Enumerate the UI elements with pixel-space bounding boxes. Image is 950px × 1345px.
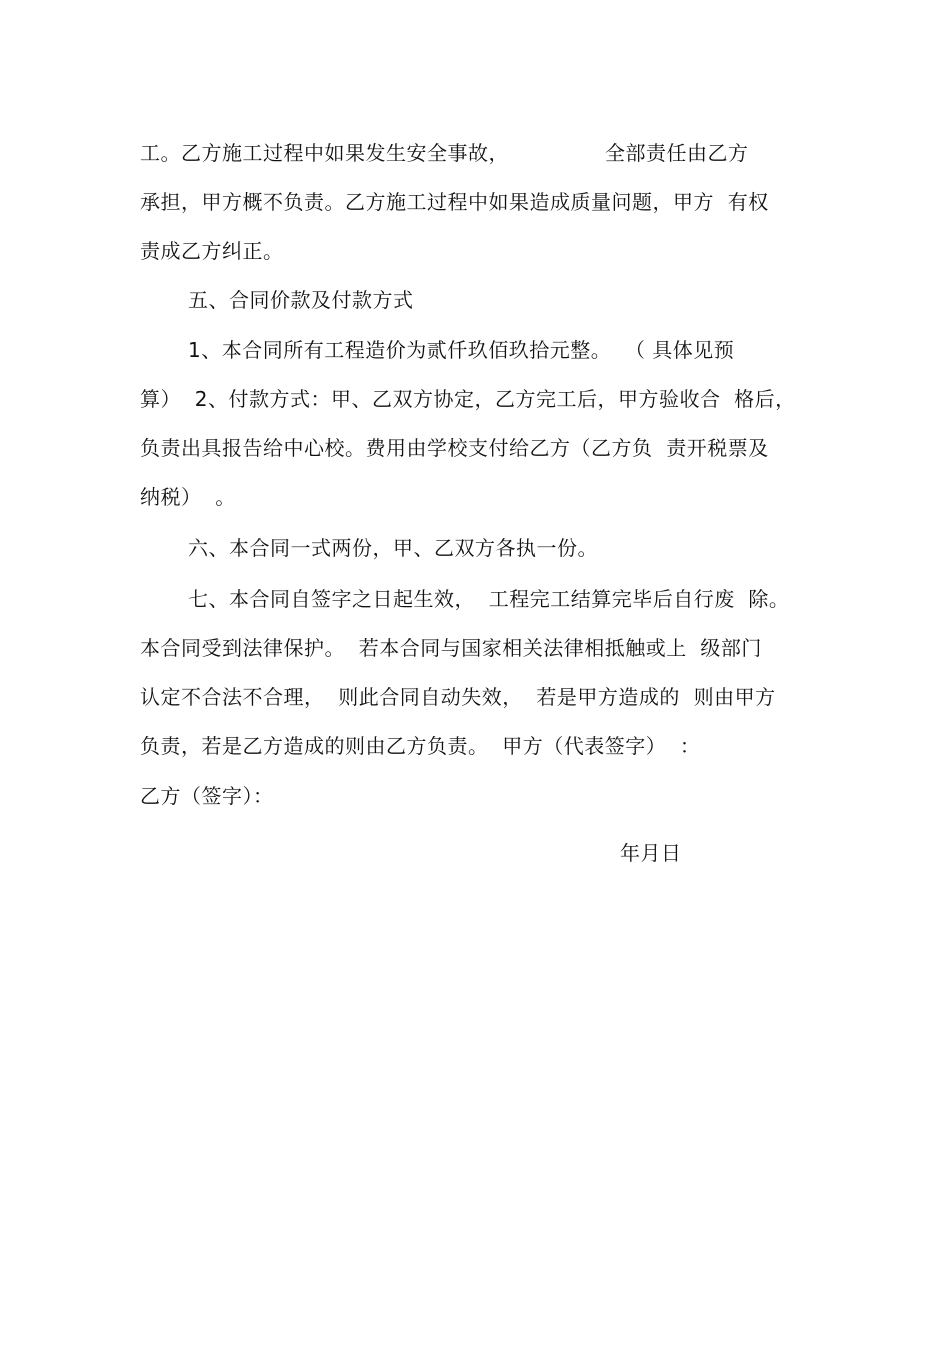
text-line: 承担，甲方概不负责。乙方施工过程中如果造成质量问题，甲方 有权 bbox=[140, 190, 769, 214]
text-line: 1、本合同所有工程造价为贰仟玖佰玖拾元整。 （ 具体见预 bbox=[188, 338, 735, 362]
signature-line: 乙方（签字）： bbox=[140, 784, 274, 808]
text-line: 负责，若是乙方造成的则由乙方负责。 甲方（代表签字） ： bbox=[140, 734, 701, 758]
section-heading: 七、本合同自签字之日起生效， 工程完工结算完毕后自行废 除。 bbox=[188, 587, 790, 611]
text-line: 负责出具报告给中心校。费用由学校支付给乙方（乙方负 责开税票及 bbox=[140, 436, 769, 460]
text-line: 纳税） 。 bbox=[140, 485, 236, 509]
date-label: 年月日 bbox=[620, 841, 682, 865]
text-line: 认定不合法不合理， 则此合同自动失效， 若是甲方造成的 则由甲方 bbox=[140, 685, 776, 709]
section-heading: 五、合同价款及付款方式 bbox=[188, 288, 414, 312]
text-line: 责成乙方纠正。 bbox=[140, 239, 284, 263]
text-line: 本合同受到法律保护。 若本合同与国家相关法律相抵触或上 级部门 bbox=[140, 636, 762, 660]
text-line: 算） 2、付款方式：甲、乙双方协定，乙方完工后，甲方验收合 格后， bbox=[140, 387, 796, 411]
text-line: 工。乙方施工过程中如果发生安全事故， 全部责任由乙方 bbox=[140, 141, 749, 165]
section-heading: 六、本合同一式两份，甲、乙双方各执一份。 bbox=[188, 536, 598, 560]
